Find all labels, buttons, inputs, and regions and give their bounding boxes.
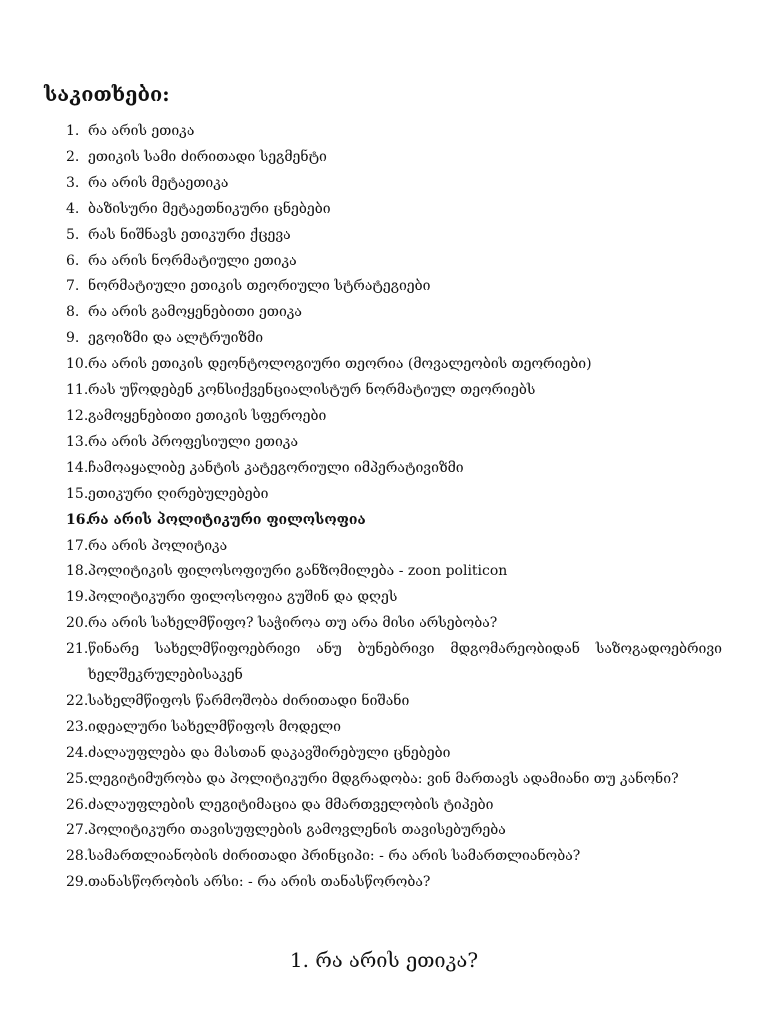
list-text: რა არის მეტაეთიკა <box>88 174 229 191</box>
list-text: პოლიტიკური ფილოსოფია გუშინ და დღეს <box>88 589 398 606</box>
page-heading: საკითხები: <box>44 82 170 106</box>
list-number: 16. <box>66 511 91 528</box>
list-text: ჩამოაყალიბე კანტის კატეგორიული იმპერატივიზმი <box>88 459 464 476</box>
list-number: 11. <box>66 382 89 399</box>
list-item <box>66 559 722 585</box>
list-item <box>66 870 722 896</box>
list-number: 3. <box>66 174 80 191</box>
list-item <box>66 637 722 689</box>
list-number: 28. <box>66 848 89 865</box>
list-item <box>66 171 722 197</box>
list-item <box>66 274 722 300</box>
list-text: რას ნიშნავს ეთიკური ქცევა <box>88 226 291 243</box>
list-number: 15. <box>66 485 89 502</box>
list-item <box>66 197 722 223</box>
list-text: რა არის სახელმწიფო? საჭიროა თუ არა მისი არსებობა? <box>88 615 498 632</box>
list-item <box>66 793 722 819</box>
list-text: სამართლიანობის ძირითადი პრინციპი: - რა არის სამართლიანობა? <box>88 848 581 865</box>
list-number: 26. <box>66 796 89 813</box>
list-number: 23. <box>66 718 89 735</box>
list-item <box>66 482 722 508</box>
list-item <box>66 378 722 404</box>
list-item <box>66 249 722 275</box>
list-number: 9. <box>66 330 80 347</box>
list-text: რა არის პოლიტიკური ფილოსოფია <box>88 511 366 528</box>
list-number: 24. <box>66 744 89 761</box>
list-text: ლეგიტიმურობა და პოლიტიკური მდგრადობა: ვინ მართავს ადამიანი თუ კანონი? <box>88 770 679 787</box>
list-text: იდეალური სახელმწიფოს მოდელი <box>88 718 341 735</box>
list-number: 4. <box>66 200 80 217</box>
list-number: 25. <box>66 770 89 787</box>
list-number: 13. <box>66 433 89 450</box>
list-number: 27. <box>66 822 89 839</box>
list-item <box>66 844 722 870</box>
list-text: ნორმატიული ეთიკის თეორიული სტრატეგიები <box>88 278 431 295</box>
list-text: გამოყენებითი ეთიკის სფეროები <box>88 407 327 424</box>
list-text: სახელმწიფოს წარმოშობა ძირითადი ნიშანი <box>88 692 410 709</box>
list-number: 19. <box>66 589 89 606</box>
list-number: 5. <box>66 226 80 243</box>
list-text: ეთიკური ღირებულებები <box>88 485 269 502</box>
list-item <box>66 534 722 560</box>
list-item <box>66 404 722 430</box>
list-number: 2. <box>66 148 80 165</box>
list-number: 29. <box>66 874 89 891</box>
list-number: 7. <box>66 278 80 295</box>
list-text: რა არის პოლიტიკა <box>88 537 228 554</box>
list-item <box>66 741 722 767</box>
list-item <box>66 223 722 249</box>
list-text: ეთიკის სამი ძირითადი სეგმენტი <box>88 148 327 165</box>
list-text: რა არის პროფესიული ეთიკა <box>88 433 299 450</box>
list-item <box>66 145 722 171</box>
list-item <box>66 300 722 326</box>
list-text: რა არის გამოყენებითი ეთიკა <box>88 304 302 321</box>
list-number: 8. <box>66 304 80 321</box>
list-text: პოლიტიკური თავისუფლების გამოვლენის თავისებურება <box>88 822 506 839</box>
list-number: 10. <box>66 356 89 373</box>
list-text: რა არის ნორმატიული ეთიკა <box>88 252 297 269</box>
list-text: პოლიტიკის ფილოსოფიური განზომილება - zoon politicon <box>88 563 508 580</box>
list-text: ეგოიზმი და ალტრუიზმი <box>88 330 264 347</box>
list-number: 14. <box>66 459 89 476</box>
list-item <box>66 585 722 611</box>
list-number: 18. <box>66 563 89 580</box>
list-item <box>66 119 722 145</box>
list-item <box>66 430 722 456</box>
list-text: ძალაუფლება და მასთან დაკავშირებული ცნებები <box>88 744 451 761</box>
list-item <box>66 352 722 378</box>
list-number: 20. <box>66 615 89 632</box>
list-item <box>66 508 722 534</box>
list-number: 1. <box>66 123 80 139</box>
list-item <box>66 767 722 793</box>
list-number: 12. <box>66 407 89 424</box>
list-item <box>66 326 722 352</box>
list-text: ძალაუფლების ლეგიტიმაცია და მმართველობის ტიპები <box>88 796 494 813</box>
section-title: 1. რა არის ეთიკა? <box>289 948 479 972</box>
list-item <box>66 689 722 715</box>
question-list <box>66 119 722 896</box>
list-text: რას უწოდებენ კონსიქვენციალისტურ ნორმატიულ თეორიებს <box>88 382 536 399</box>
list-text: რა არის ეთიკის დეონტოლოგიური თეორია (მოვალეობის თეორიები) <box>88 356 592 373</box>
list-text: რა არის ეთიკა <box>88 123 195 139</box>
list-text: წინარე სახელმწიფოებრივი ანუ ბუნებრივი მდგომარეობიდან საზოგადოებრივი ხელშეკრულებისაკენ <box>88 641 722 684</box>
list-number: 21. <box>66 641 89 658</box>
list-number: 17. <box>66 537 89 554</box>
list-number: 6. <box>66 252 80 269</box>
list-item <box>66 818 722 844</box>
list-item <box>66 611 722 637</box>
list-number: 22. <box>66 692 89 709</box>
list-text: თანასწორობის არსი: - რა არის თანასწორობა? <box>88 874 431 891</box>
list-item <box>66 456 722 482</box>
list-text: ბაზისური მეტაეთნიკური ცნებები <box>88 200 331 217</box>
list-item <box>66 715 722 741</box>
